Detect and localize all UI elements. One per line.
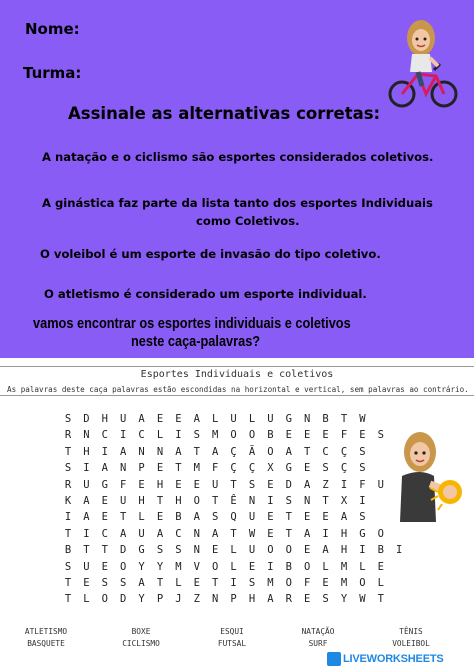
grid-letter[interactable]: U (83, 560, 90, 573)
grid-letter[interactable]: K (64, 495, 72, 507)
grid-letter[interactable]: E (267, 527, 274, 540)
grid-letter[interactable]: S (322, 593, 329, 606)
grid-letter[interactable]: T (212, 577, 219, 589)
grid-letter[interactable]: B (377, 544, 384, 557)
grid-letter[interactable]: E (156, 462, 164, 475)
grid-letter[interactable]: W (359, 593, 366, 606)
grid-letter[interactable]: T (64, 593, 72, 606)
grid-letter[interactable]: M (267, 577, 274, 589)
grid-letter[interactable]: Ç (340, 445, 348, 458)
cyclist-avatar-icon (388, 14, 460, 110)
grid-letter[interactable]: E (304, 429, 311, 442)
grid-letter[interactable]: O (377, 527, 384, 540)
grid-letter[interactable]: L (212, 413, 219, 425)
grid-letter[interactable]: Ç (248, 462, 256, 475)
grid-letter[interactable]: L (175, 577, 182, 589)
grid-letter[interactable]: A (340, 511, 348, 524)
grid-letter[interactable]: E (101, 511, 108, 524)
grid-letter[interactable]: S (359, 462, 366, 475)
grid-letter[interactable]: I (83, 527, 90, 540)
grid-letter[interactable]: O (193, 495, 200, 507)
grid-letter[interactable]: S (322, 462, 329, 475)
grid-letter[interactable]: G (359, 527, 366, 540)
grid-letter[interactable]: E (83, 577, 90, 589)
grid-letter[interactable]: O (304, 560, 311, 573)
grid-letter[interactable]: R (285, 593, 292, 606)
grid-letter[interactable]: I (120, 429, 127, 442)
grid-letter[interactable]: T (212, 495, 219, 507)
grid-letter[interactable]: A (322, 544, 329, 557)
letter-grid[interactable] (60, 413, 403, 609)
grid-letter[interactable]: O (267, 544, 274, 557)
grid-letter[interactable]: E (267, 478, 274, 491)
grid-letter[interactable]: U (212, 478, 219, 491)
grid-letter[interactable]: W (359, 413, 366, 425)
grid-letter[interactable]: N (304, 495, 311, 507)
grid-letter[interactable]: A (83, 495, 90, 507)
word-column-4 (278, 626, 358, 650)
grid-letter[interactable]: S (64, 462, 72, 475)
grid-letter[interactable]: L (248, 413, 256, 425)
grid-letter[interactable]: S (212, 511, 219, 524)
grid-letter[interactable]: T (340, 413, 348, 425)
grid-letter[interactable]: Y (156, 560, 164, 573)
statement-3[interactable]: O voleibol é um esporte de invasão do tipo coletivo. (40, 247, 381, 261)
grid-letter[interactable]: Ê (230, 495, 237, 507)
grid-letter[interactable]: T (101, 544, 108, 557)
grid-letter[interactable]: E (175, 478, 182, 491)
grid-letter[interactable]: O (285, 577, 292, 589)
grid-letter[interactable]: A (193, 413, 200, 425)
brand-badge-icon (327, 652, 341, 666)
word-column-3 (192, 626, 272, 650)
word-column-5 (371, 626, 451, 650)
grid-letter[interactable]: G (138, 544, 145, 557)
grid-letter[interactable]: H (340, 544, 348, 557)
grid-letter[interactable]: S (248, 478, 256, 491)
grid-letter[interactable]: I (230, 577, 237, 589)
grid-letter[interactable]: F (359, 478, 366, 491)
grid-letter[interactable]: U (120, 495, 127, 507)
grid-letter[interactable]: A (267, 593, 274, 606)
grid-letter[interactable]: S (248, 577, 256, 589)
grid-letter[interactable]: L (138, 511, 145, 524)
prompt-line-2: neste caça-palavras? (131, 334, 261, 350)
grid-letter[interactable]: O (248, 429, 256, 442)
grid-letter[interactable]: R (64, 429, 72, 442)
grid-letter[interactable]: M (175, 560, 182, 573)
grid-letter[interactable]: Y (340, 593, 348, 606)
grid-letter[interactable]: E (359, 429, 366, 442)
grid-letter[interactable]: U (120, 413, 127, 425)
grid-letter[interactable]: T (64, 577, 72, 589)
word-item: BOXE (131, 627, 151, 636)
grid-letter[interactable]: N (304, 413, 311, 425)
grid-letter[interactable]: I (64, 511, 72, 524)
grid-letter[interactable]: S (285, 495, 292, 507)
grid-letter[interactable]: T (120, 511, 127, 524)
grid-letter[interactable]: S (156, 544, 164, 557)
grid-letter[interactable]: E (322, 511, 329, 524)
grid-letter[interactable]: S (64, 560, 72, 573)
grid-letter[interactable]: O (101, 593, 108, 606)
word-item: FUTSAL (217, 639, 247, 648)
grid-letter[interactable]: E (175, 413, 182, 425)
grid-letter[interactable]: G (101, 478, 108, 491)
grid-letter[interactable]: I (322, 527, 329, 540)
punching-avatar-icon (394, 426, 464, 526)
grid-letter[interactable]: U (267, 413, 274, 425)
grid-letter[interactable]: Ç (340, 462, 348, 475)
grid-letter[interactable]: T (230, 478, 237, 491)
grid-letter[interactable]: A (212, 445, 219, 458)
grid-letter[interactable]: U (377, 478, 384, 491)
grid-letter[interactable]: S (359, 511, 366, 524)
grid-letter[interactable]: F (304, 577, 311, 589)
grid-letter[interactable]: F (340, 429, 348, 442)
grid-letter[interactable]: S (120, 577, 127, 589)
grid-letter[interactable]: M (193, 462, 200, 475)
grid-letter[interactable]: E (304, 462, 311, 475)
grid-letter[interactable]: H (175, 495, 182, 507)
grid-letter[interactable]: O (230, 429, 237, 442)
name-label: Nome: (25, 20, 80, 38)
grid-letter[interactable]: O (120, 560, 127, 573)
grid-letter[interactable]: O (212, 560, 219, 573)
grid-letter[interactable]: T (322, 495, 329, 507)
grid-letter[interactable]: G (285, 462, 292, 475)
grid-letter[interactable]: A (83, 511, 90, 524)
wordsearch-title: Esportes Individuais e coletivos (140, 369, 334, 380)
grid-letter[interactable]: C (101, 527, 108, 540)
word-item: TÊNIS (399, 627, 423, 636)
grid-letter[interactable]: N (248, 495, 256, 507)
grid-letter[interactable]: E (156, 511, 164, 524)
grid-letter[interactable]: C (138, 429, 145, 442)
word-item: NATAÇÃO (301, 627, 335, 636)
grid-letter[interactable]: N (83, 429, 90, 442)
grid-letter[interactable]: Ç (230, 462, 237, 475)
grid-letter[interactable]: C (101, 429, 108, 442)
grid-letter[interactable]: Ç (230, 445, 237, 458)
grid-letter[interactable]: E (304, 544, 311, 557)
grid-letter[interactable]: U (248, 511, 256, 524)
grid-letter[interactable]: E (101, 560, 108, 573)
grid-letter[interactable]: S (175, 544, 182, 557)
grid-letter[interactable]: T (285, 511, 292, 524)
grid-letter[interactable]: U (230, 413, 237, 425)
word-item: ESQUI (220, 627, 244, 636)
grid-letter[interactable]: A (101, 462, 108, 475)
word-item: ATLETISMO (24, 627, 68, 636)
grid-letter[interactable]: X (340, 495, 348, 507)
grid-letter[interactable]: I (83, 462, 90, 475)
statement-2-continued[interactable]: como Coletivos. (196, 214, 300, 228)
grid-letter[interactable]: A (304, 478, 311, 491)
grid-letter[interactable]: T (156, 577, 164, 589)
grid-letter[interactable]: T (285, 527, 292, 540)
grid-letter[interactable]: S (377, 429, 384, 442)
grid-letter[interactable]: T (304, 445, 311, 458)
grid-letter[interactable]: H (340, 527, 348, 540)
grid-letter[interactable]: B (267, 429, 274, 442)
grid-letter[interactable]: I (340, 478, 348, 491)
grid-letter[interactable]: T (377, 593, 384, 606)
grid-letter[interactable]: M (340, 560, 348, 573)
grid-letter[interactable]: E (248, 560, 256, 573)
grid-letter[interactable]: I (267, 560, 274, 573)
statement-4[interactable]: O atletismo é considerado um esporte individual. (44, 287, 367, 301)
grid-letter[interactable]: U (83, 478, 90, 491)
statement-2[interactable]: A ginástica faz parte da lista tanto dos esportes Individuais (42, 196, 433, 210)
grid-letter[interactable]: P (156, 593, 164, 606)
grid-letter[interactable]: H (101, 413, 108, 425)
grid-letter[interactable]: A (120, 445, 127, 458)
word-item: CICLISMO (122, 639, 160, 648)
grid-letter[interactable]: L (156, 429, 164, 442)
page-title: Assinale as alternativas corretas: (68, 104, 381, 123)
grid-letter[interactable]: T (64, 445, 72, 458)
grid-letter[interactable]: N (212, 593, 219, 606)
grid-letter[interactable]: L (377, 577, 384, 589)
grid-letter[interactable]: I (175, 429, 182, 442)
grid-letter[interactable]: B (322, 413, 329, 425)
grid-letter[interactable]: O (267, 445, 274, 458)
grid-letter[interactable]: E (322, 429, 329, 442)
class-label: Turma: (23, 64, 82, 82)
grid-letter[interactable]: E (138, 478, 145, 491)
wordsearch-instructions: As palavras deste caça palavras estão escondidas na horizontal e vertical, sem palavras ao contrário. (7, 385, 469, 394)
grid-letter[interactable]: B (285, 560, 292, 573)
grid-letter[interactable]: U (138, 527, 145, 540)
grid-letter[interactable]: E (322, 577, 329, 589)
grid-letter[interactable]: E (304, 511, 311, 524)
grid-letter[interactable]: A (120, 527, 127, 540)
grid-letter[interactable]: I (359, 495, 366, 507)
word-item: BASQUETE (27, 639, 65, 648)
grid-letter[interactable]: U (248, 544, 256, 557)
grid-letter[interactable]: L (322, 560, 329, 573)
grid-letter[interactable]: N (120, 462, 127, 475)
grid-letter[interactable]: D (120, 544, 127, 557)
grid-letter[interactable]: T (83, 544, 90, 557)
grid-letter[interactable]: E (285, 429, 292, 442)
grid-letter[interactable]: O (285, 544, 292, 557)
grid-letter[interactable]: T (230, 527, 237, 540)
grid-letter[interactable]: L (359, 560, 366, 573)
grid-letter[interactable]: H (138, 495, 145, 507)
grid-letter[interactable]: I (101, 445, 108, 458)
grid-letter[interactable]: W (248, 527, 256, 540)
grid-letter[interactable]: T (64, 527, 72, 540)
grid-letter[interactable]: V (193, 560, 200, 573)
grid-letter[interactable]: A (138, 413, 145, 425)
grid-letter[interactable]: L (230, 544, 237, 557)
grid-letter[interactable]: N (193, 527, 200, 540)
grid-letter[interactable]: E (212, 544, 219, 557)
grid-letter[interactable]: Z (322, 478, 329, 491)
brand-text: LIVEWORKSHEETS (343, 653, 444, 665)
grid-letter[interactable]: A (156, 527, 164, 540)
grid-letter[interactable]: M (212, 429, 219, 442)
grid-letter[interactable]: F (212, 462, 219, 475)
grid-letter[interactable]: E (377, 560, 384, 573)
grid-letter[interactable]: Ã (248, 445, 256, 458)
grid-letter[interactable]: P (138, 462, 145, 475)
word-item: VOLEIBOL (392, 639, 430, 648)
grid-letter[interactable]: D (83, 413, 90, 425)
grid-letter[interactable]: T (175, 462, 182, 475)
grid-letter[interactable]: A (193, 511, 200, 524)
grid-letter[interactable]: I (359, 544, 366, 557)
grid-letter[interactable]: B (64, 544, 72, 557)
word-column-1 (6, 626, 86, 650)
grid-letter[interactable]: R (64, 478, 72, 491)
grid-letter[interactable]: Z (193, 593, 200, 606)
grid-letter[interactable]: F (120, 478, 127, 491)
grid-letter[interactable]: T (156, 495, 164, 507)
grid-letter[interactable]: A (285, 445, 292, 458)
word-column-2 (101, 626, 181, 650)
grid-letter[interactable]: S (359, 445, 366, 458)
grid-letter[interactable]: E (267, 511, 274, 524)
grid-letter[interactable]: A (304, 527, 311, 540)
grid-letter[interactable]: N (156, 445, 164, 458)
word-item: SURF (308, 639, 328, 648)
grid-letter[interactable]: J (175, 593, 182, 606)
grid-letter[interactable]: T (193, 445, 200, 458)
grid-letter[interactable]: S (101, 577, 108, 589)
grid-letter[interactable]: G (285, 413, 292, 425)
grid-letter[interactable]: S (64, 413, 72, 425)
grid-letter[interactable]: L (230, 560, 237, 573)
grid-letter[interactable]: A (175, 445, 182, 458)
prompt-line-1: vamos encontrar os esportes individuais e coletivos (33, 316, 351, 332)
grid-letter[interactable]: P (230, 593, 237, 606)
grid-letter[interactable]: O (359, 577, 366, 589)
grid-letter[interactable]: E (304, 593, 311, 606)
grid-letter[interactable]: L (83, 593, 90, 606)
statement-1[interactable]: A natação e o ciclismo são esportes considerados coletivos. (42, 150, 434, 164)
grid-letter[interactable]: I (267, 495, 274, 507)
grid-letter[interactable]: X (267, 462, 274, 475)
grid-letter[interactable]: E (193, 577, 200, 589)
grid-letter[interactable]: D (285, 478, 292, 491)
grid-letter[interactable]: E (193, 478, 200, 491)
grid-letter[interactable]: S (193, 429, 200, 442)
grid-letter[interactable]: N (193, 544, 200, 557)
grid-letter[interactable]: M (340, 577, 348, 589)
grid-letter[interactable]: A (212, 527, 219, 540)
grid-letter[interactable]: C (322, 445, 329, 458)
grid-letter[interactable]: A (138, 577, 145, 589)
grid-letter[interactable]: N (138, 445, 145, 458)
wordsearch-sheet (0, 358, 474, 669)
grid-letter[interactable]: Y (138, 593, 145, 606)
grid-letter[interactable]: H (248, 593, 256, 606)
grid-letter[interactable]: H (156, 478, 164, 491)
grid-letter[interactable]: C (175, 527, 182, 540)
grid-letter[interactable]: H (83, 445, 90, 458)
grid-letter[interactable]: I (396, 544, 403, 557)
grid-letter[interactable]: E (156, 413, 164, 425)
grid-letter[interactable]: E (101, 495, 108, 507)
grid-letter[interactable]: D (120, 593, 127, 606)
grid-letter[interactable]: Y (138, 560, 145, 573)
liveworksheets-logo (327, 651, 444, 667)
grid-letter[interactable]: B (175, 511, 182, 524)
grid-letter[interactable]: Q (230, 511, 237, 524)
